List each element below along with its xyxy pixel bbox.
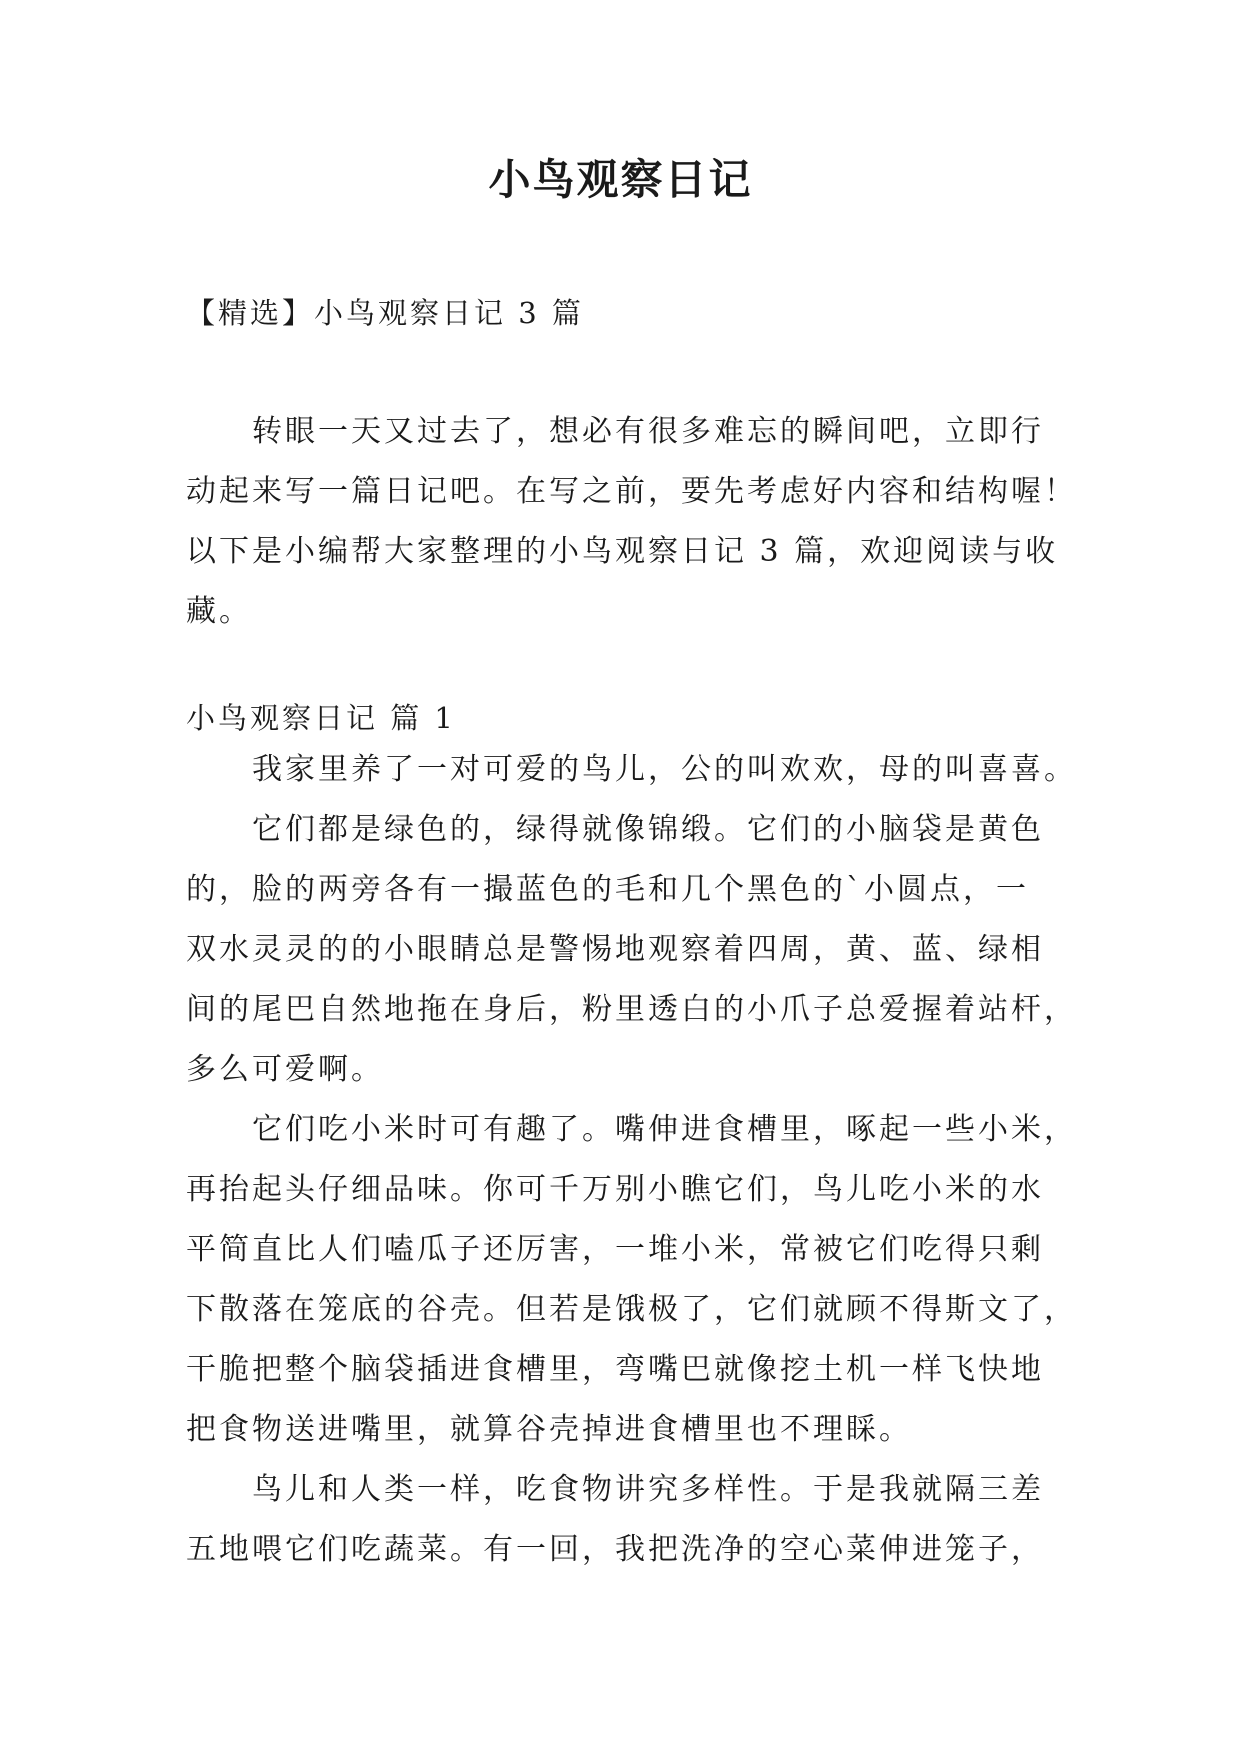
body-line: 下散落在笼底的谷壳。但若是饿极了，它们就顾不得斯文了，: [186, 1292, 1077, 1327]
section-heading: 小鸟观察日记 篇 1: [186, 701, 456, 735]
document-subtitle: 【精选】小鸟观察日记 3 篇: [186, 296, 584, 330]
body-line: 间的尾巴自然地拖在身后，粉里透白的小爪子总爱握着站杆，: [186, 992, 1077, 1027]
intro-paragraph: [186, 402, 1077, 642]
body-line: 把食物送进嘴里，就算谷壳掉进食槽里也不理睬。: [186, 1412, 912, 1447]
article-body: [186, 740, 1077, 1580]
body-line: 双水灵灵的的小眼睛总是警惕地观察着四周，黄、蓝、绿相: [186, 932, 1044, 967]
body-line: 的，脸的两旁各有一撮蓝色的毛和几个黑色的`小圆点，一: [186, 872, 1029, 907]
intro-line: 转眼一天又过去了，想必有很多难忘的瞬间吧，立即行: [252, 414, 1044, 449]
body-line: 干脆把整个脑袋插进食槽里，弯嘴巴就像挖土机一样飞快地: [186, 1352, 1044, 1387]
body-line: 我家里养了一对可爱的鸟儿，公的叫欢欢，母的叫喜喜。: [252, 752, 1077, 787]
body-line: 它们都是绿色的，绿得就像锦缎。它们的小脑袋是黄色: [252, 812, 1044, 847]
body-line: 鸟儿和人类一样，吃食物讲究多样性。于是我就隔三差: [252, 1472, 1044, 1507]
body-line: 多么可爱啊。: [186, 1052, 384, 1087]
body-line: 它们吃小米时可有趣了。嘴伸进食槽里，啄起一些小米，: [252, 1112, 1077, 1147]
body-line: 五地喂它们吃蔬菜。有一回，我把洗净的空心菜伸进笼子，: [186, 1532, 1044, 1567]
intro-line: 藏。: [186, 594, 252, 629]
body-line: 再抬起头仔细品味。你可千万别小瞧它们，鸟儿吃小米的水: [186, 1172, 1044, 1207]
page-title: 小鸟观察日记: [488, 155, 753, 204]
body-line: 平简直比人们嗑瓜子还厉害，一堆小米，常被它们吃得只剩: [186, 1232, 1044, 1267]
intro-line: 以下是小编帮大家整理的小鸟观察日记 3 篇，欢迎阅读与收: [186, 534, 1059, 569]
intro-line: 动起来写一篇日记吧。在写之前，要先考虑好内容和结构喔！: [186, 474, 1077, 509]
